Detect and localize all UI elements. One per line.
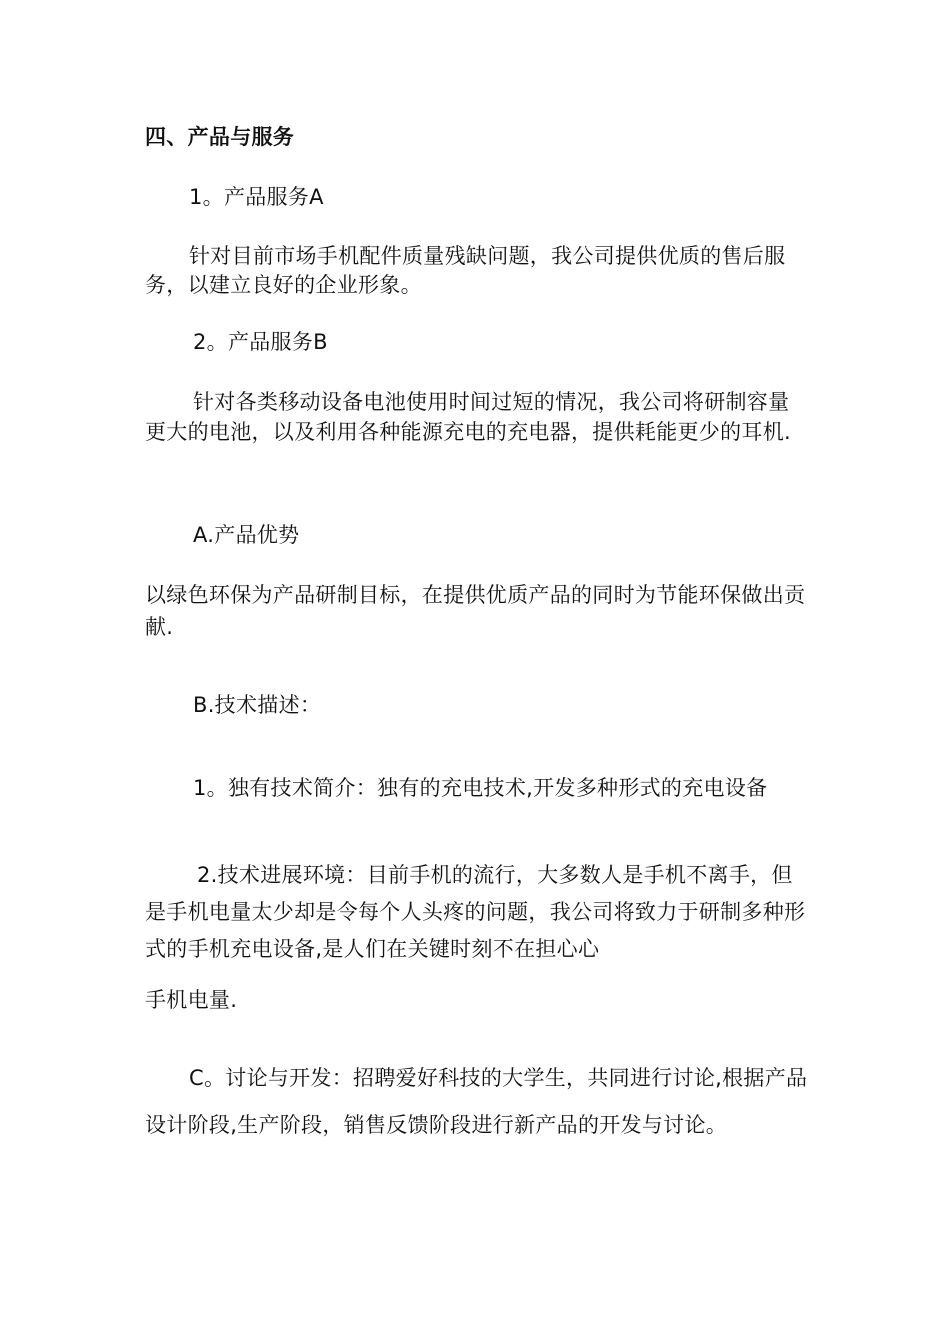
product-service-a-text: 针对目前市场手机配件质量残缺问题，我公司提供优质的售后服务，以建立良好的企业形象。: [145, 244, 786, 297]
product-advantage-heading: A.产品优势: [193, 523, 300, 547]
tech-description-heading: B.技术描述：: [193, 693, 322, 717]
product-service-b-text: 针对各类移动设备电池使用时间过短的情况，我公司将研制容量更大的电池，以及利用各种能源充电的充电器，提供耗能更少的耳机.: [145, 390, 791, 444]
tech-intro-text: 1。独有技术简介：独有的充电技术,开发多种形式的充电设备: [193, 776, 768, 800]
section-title: 四、产品与服务: [145, 125, 295, 149]
product-service-a-heading: 1。产品服务A: [189, 185, 324, 209]
tech-environment-text: 2.技术进展环境：目前手机的流行，大多数人是手机不离手，但是手机电量太少却是令每个人头疼的问题，我公司将致力于研制多种形式的手机充电设备,是人们在关键时刻不在担心心: [145, 863, 806, 961]
discussion-development-text: C。讨论与开发：招聘爱好科技的大学生，共同进行讨论,根据产品设计阶段,生产阶段，销售反馈阶段进行新产品的开发与讨论。: [145, 1066, 808, 1137]
tech-environment-tail: 手机电量.: [145, 988, 238, 1012]
product-service-b-heading: 2。产品服务B: [193, 330, 328, 354]
product-advantage-text: 以绿色环保为产品研制目标，在提供优质产品的同时为节能环保做出贡献.: [145, 583, 806, 639]
